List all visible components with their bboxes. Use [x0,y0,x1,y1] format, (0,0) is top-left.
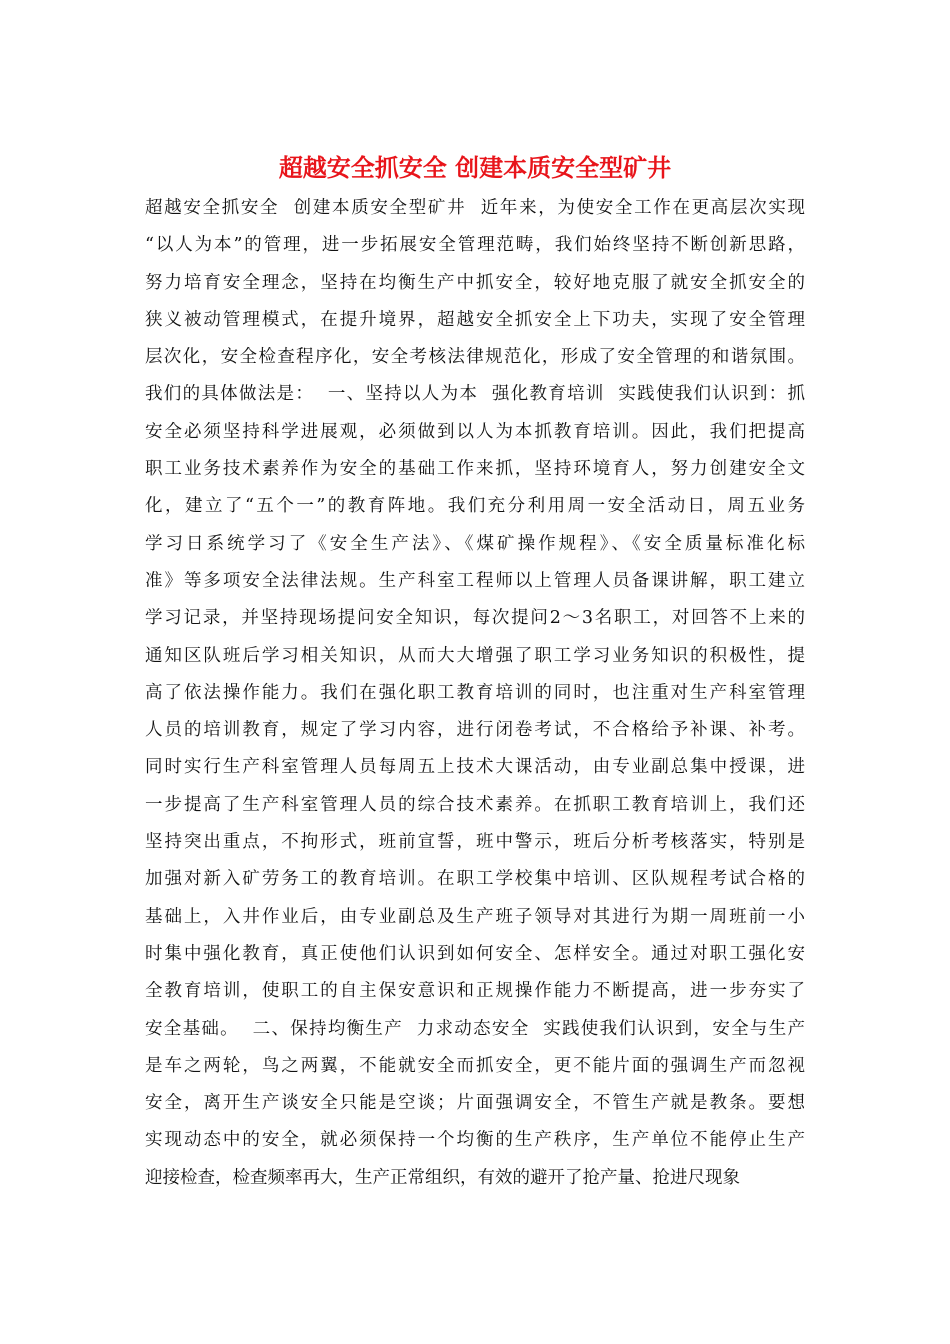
body-line: 全教育培训，使职工的自主保安意识和正规操作能力不断提高，进一步夯实了 [145,981,805,1002]
body-line: 加强对新入矿劳务工的教育培训。在职工学校集中培训、区队规程考试合格的 [145,869,805,890]
body-line: 人员的培训教育，规定了学习内容，进行闭卷考试，不合格给予补课、补考。 [145,720,805,741]
body-line: 努力培育安全理念，坚持在均衡生产中抓安全，较好地克服了就安全抓安全的 [145,272,805,293]
body-line: 层次化，安全检查程序化，安全考核法律规范化，形成了安全管理的和谐氛围。 [145,347,805,368]
body-line: 实现动态中的安全，就必须保持一个均衡的生产秩序，生产单位不能停止生产 [145,1130,805,1151]
document-body [145,190,805,1197]
body-line: 学习日系统学习了《安全生产法》、《煤矿操作规程》、《安全质量标准化标 [145,533,805,554]
body-line: 基础上，入井作业后，由专业副总及生产班子领导对其进行为期一周班前一小 [145,906,805,927]
body-line: 安全基础。 二、保持均衡生产 力求动态安全 实践使我们认识到，安全与生产 [145,1018,805,1039]
body-line: 超越安全抓安全 创建本质安全型矿井 近年来，为使安全工作在更高层次实现 [145,198,805,218]
body-line: 同时实行生产科室管理人员每周五上技术大课活动，由专业副总集中授课，进 [145,757,805,778]
body-line: 坚持突出重点，不拘形式，班前宣誓，班中警示，班后分析考核落实，特别是 [145,832,805,853]
body-line: 高了依法操作能力。我们在强化职工教育培训的同时，也注重对生产科室管理 [145,682,805,703]
body-line: 迎接检查，检查频率再大，生产正常组织，有效的避开了抢产量、抢进尺现象 [145,1167,740,1188]
body-line: 准》等多项安全法律法规。生产科室工程师以上管理人员备课讲解，职工建立 [145,570,805,591]
body-line: 我们的具体做法是： 一、坚持以人为本 强化教育培训 实践使我们认识到：抓 [145,384,805,405]
body-line: 时集中强化教育，真正使他们认识到如何安全、怎样安全。通过对职工强化安 [145,943,805,964]
body-line: “以人为本”的管理，进一步拓展安全管理范畴，我们始终坚持不断创新思路， [145,235,805,256]
body-line: 学习记录，并坚持现场提问安全知识，每次提问2～3名职工，对回答不上来的 [145,608,805,629]
body-line: 一步提高了生产科室管理人员的综合技术素养。在抓职工教育培训上，我们还 [145,794,805,815]
body-line: 通知区队班后学习相关知识，从而大大增强了职工学习业务知识的积极性，提 [145,645,805,666]
body-line: 职工业务技术素养作为安全的基础工作来抓，坚持环境育人，努力创建安全文 [145,459,805,480]
body-line: 安全，离开生产谈安全只能是空谈；片面强调安全，不管生产就是教条。要想 [145,1093,805,1114]
body-line: 安全必须坚持科学进展观，必须做到以人为本抓教育培训。因此，我们把提高 [145,421,805,442]
body-line: 狭义被动管理模式，在提升境界，超越安全抓安全上下功夫，实现了安全管理 [145,309,805,330]
body-line: 化，建立了“五个一”的教育阵地。我们充分利用周一安全活动日，周五业务 [145,496,805,517]
document-title: 超越安全抓安全 创建本质安全型矿井 [278,153,672,182]
body-line: 是车之两轮，鸟之两翼，不能就安全而抓安全，更不能片面的强调生产而忽视 [145,1055,805,1076]
